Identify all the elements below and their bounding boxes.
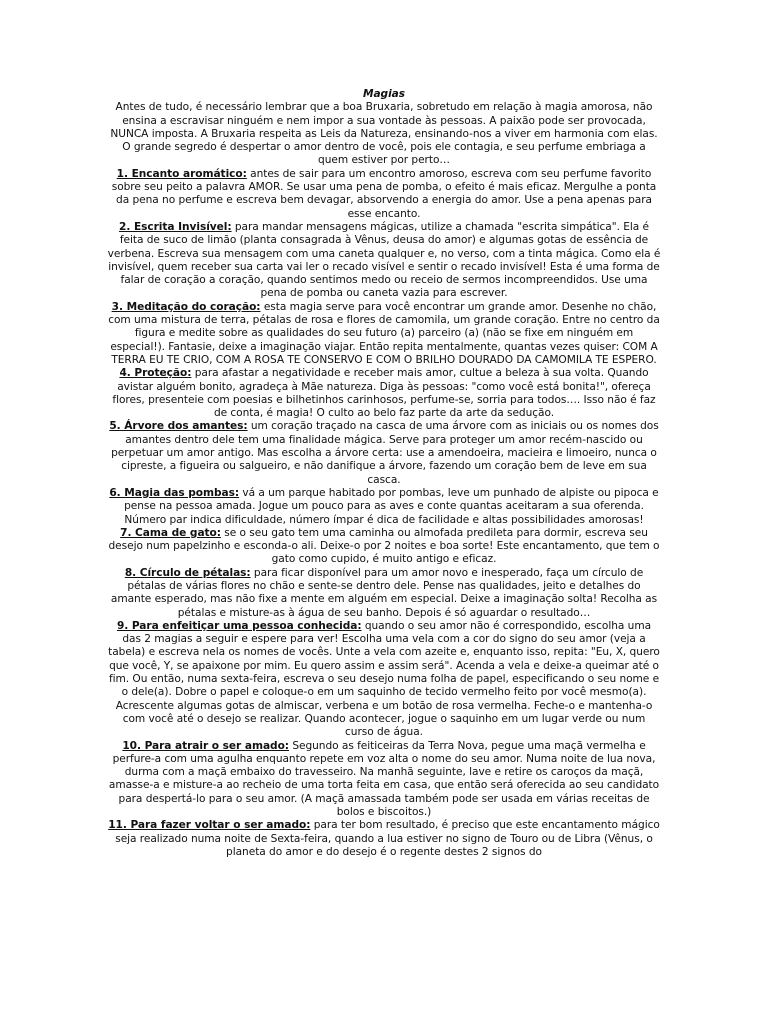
- section-10-heading: 10. Para atrair o ser amado:: [122, 739, 289, 752]
- section-2: [107, 221, 661, 301]
- document-title: Magias: [362, 88, 406, 100]
- section-6: [107, 487, 661, 527]
- section-4-text: para afastar a negatividade e receber mais amor, cultue a beleza à sua volta. Quando avistar alguém bonito, agradeça à Mãe natureza. Diga às pessoas: "como você está bonita!", ofereça flores, presenteie com poesias e bilhetinhos carinhosos, perfume-se, sorria para todos…. Isso não é faz de conta, é magia! O culto ao belo faz parte da arte da sedução.: [112, 367, 656, 420]
- section-6-text: vá a um parque habitado por pombas, leve um punhado de alpiste ou pipoca e pense na pessoa amada. Jogue um pouco para as aves e conte quantas aceitaram a sua oferenda. Número par indica dificuldade, número ímpar é dica de facilidade e altas possibilidades amorosas!: [124, 486, 659, 526]
- section-4: [107, 367, 661, 420]
- section-3-text: esta magia serve para você encontrar um grande amor. Desenhe no chão, com uma mistura de terra, pétalas de rosa e flores de camomila, um grande coração. Entre no centro da figura e medite sobre as qualidades do seu futuro (a) parceiro (a) (não se fixe em ninguém em especial!). Fantasie, deixe a imaginação viajar. Então repita mentalmente, quantas vezes quiser: COM A TERRA EU TE CRIO, COM A ROSA TE CONSERVO E COM O BRILHO DOURADO DA CAMOMILA TE ESPERO.: [108, 300, 660, 366]
- section-2-text: para mandar mensagens mágicas, utilize a chamada "escrita simpática". Ela é feita de suco de limão (planta consagrada à Vênus, deusa do amor) e algumas gotas de essência de verbena. Escreva sua mensagem com uma caneta qualquer e, no verso, com a tinta mágica. Como ela é invisível, quem receber sua carta vai ler o recado visível e sentir o recado invisível! Esta é uma forma de falar de coração a coração, quando sentimos medo ou receio de sermos incompreendidos. Use uma pena de pomba ou caneta vazia para escrever.: [107, 220, 661, 300]
- section-9-heading: 9. Para enfeitiçar uma pessoa conhecida:: [116, 619, 362, 632]
- section-5: [107, 420, 661, 486]
- section-3-heading: 3. Meditação do coração:: [111, 300, 261, 313]
- section-4-heading: 4. Proteção:: [119, 367, 192, 380]
- section-10-text: Segundo as feiticeiras da Terra Nova, pegue uma maçã vermelha e perfure-a com uma agulha enquanto repete em voz alta o nome do seu amor. Numa noite de lua nova, durma com a maçã embaixo do travesseiro. Na manhã seguinte, lave e retire os caroços da maçã, amasse-a e misture-a ao recheio de uma torta feita em casa, que então será oferecida ao seu candidato para despertá-lo para o seu amor. (A maçã amassada também pode ser usada em várias receitas de bolos e biscoitos.): [108, 739, 660, 819]
- section-2-heading: 2. Escrita Invisível:: [119, 220, 232, 233]
- section-1-text: antes de sair para um encontro amoroso, escreva com seu perfume favorito sobre seu peito a palavra AMOR. Se usar uma pena de pomba, o efeito é mais eficaz. Mergulhe a ponta da pena no perfume e escreva bem devagar, absorvendo a energia do amor. Use a pena apenas para esse encanto.: [111, 167, 657, 220]
- intro-paragraph: Antes de tudo, é necessário lembrar que a boa Bruxaria, sobretudo em relação à magia amorosa, não ensina a escravisar ninguém e nem impor a sua vontade às pessoas. A paixão pode ser provocada, NUNCA imposta. A Bruxaria respeita as Leis da Natureza, ensinando-nos a viver em harmonia com elas. O grande segredo é despertar o amor dentro de você, pois ele contagia, e seu perfume embriaga a quem estiver por perto…: [110, 101, 658, 167]
- section-8: [107, 567, 661, 620]
- section-7-text: se o seu gato tem uma caminha ou almofada predileta para dormir, escreva seu desejo num papelzinho e esconda-o ali. Deixe-o por 2 noites e boa sorte! Este encantamento, que tem o gato como cupido, é muito antigo e eficaz.: [108, 526, 660, 566]
- section-10: [107, 740, 661, 820]
- section-5-text: um coração traçado na casca de uma árvore com as iniciais ou os nomes dos amantes dentro dele tem uma finalidade mágica. Serve para proteger um amor recém-nascido ou perpetuar um amor antigo. Mas escolha a árvore certa: use a amendoeira, macieira e limoeiro, nunca o cipreste, a figueira ou salgueiro, e não danifique a árvore, fazendo um coração bem de leve em sua casca.: [111, 420, 659, 486]
- section-8-text: para ficar disponível para um amor novo e inesperado, faça um círculo de pétalas de várias flores no chão e sente-se dentro dele. Pense nas qualidades, jeito e detalhes do amante esperado, mas não fixe a mente em alguém em especial. Deixe a imaginação solta! Recolha as pétalas e misture-as à água de seu banho. Depois é só aguardar o resultado…: [110, 566, 658, 619]
- section-8-heading: 8. Círculo de pétalas:: [124, 566, 251, 579]
- section-11: [107, 819, 661, 859]
- section-1-heading: 1. Encanto aromático:: [116, 167, 247, 180]
- section-1: [107, 168, 661, 221]
- section-7-heading: 7. Cama de gato:: [120, 526, 221, 539]
- section-7: [107, 527, 661, 567]
- section-3: [107, 301, 661, 367]
- section-6-heading: 6. Magia das pombas:: [109, 486, 240, 499]
- document-page: [107, 88, 661, 859]
- section-11-text: para ter bom resultado, é preciso que este encantamento mágico seja realizado numa noite de Sexta-feira, quando a lua estiver no signo de Touro ou de Libra (Vênus, o planeta do amor e do desejo é o regente destes 2 signos do: [115, 819, 660, 858]
- section-11-heading: 11. Para fazer voltar o ser amado:: [108, 819, 311, 832]
- section-9: [107, 620, 661, 740]
- section-9-text: quando o seu amor não é correspondido, escolha uma das 2 magias a seguir e espere para ver! Escolha uma vela com a cor do signo do seu amor (veja a tabela) e escreva nela os nomes de vocês. Unte a vela com azeite e, enquanto isso, repita: "Eu, X, quero que você, Y, se apaixone por mim. Eu quero assim e assim será". Acenda a vela e deixe-a queimar até o fim. Ou então, numa sexta-feira, escreva o seu desejo numa folha de papel, especificando o seu nome e o dele(a). Dobre o papel e coloque-o em um saquinho de tecido vermelho feito por você mesmo(a). Acrescente algumas gotas de almiscar, verbena e um botão de rosa vermelha. Feche-o e mantenha-o com você até o desejo se realizar. Quando acontecer, jogue o saquinho em um lugar verde ou num curso de água.: [108, 619, 660, 739]
- section-5-heading: 5. Árvore dos amantes:: [109, 420, 248, 433]
